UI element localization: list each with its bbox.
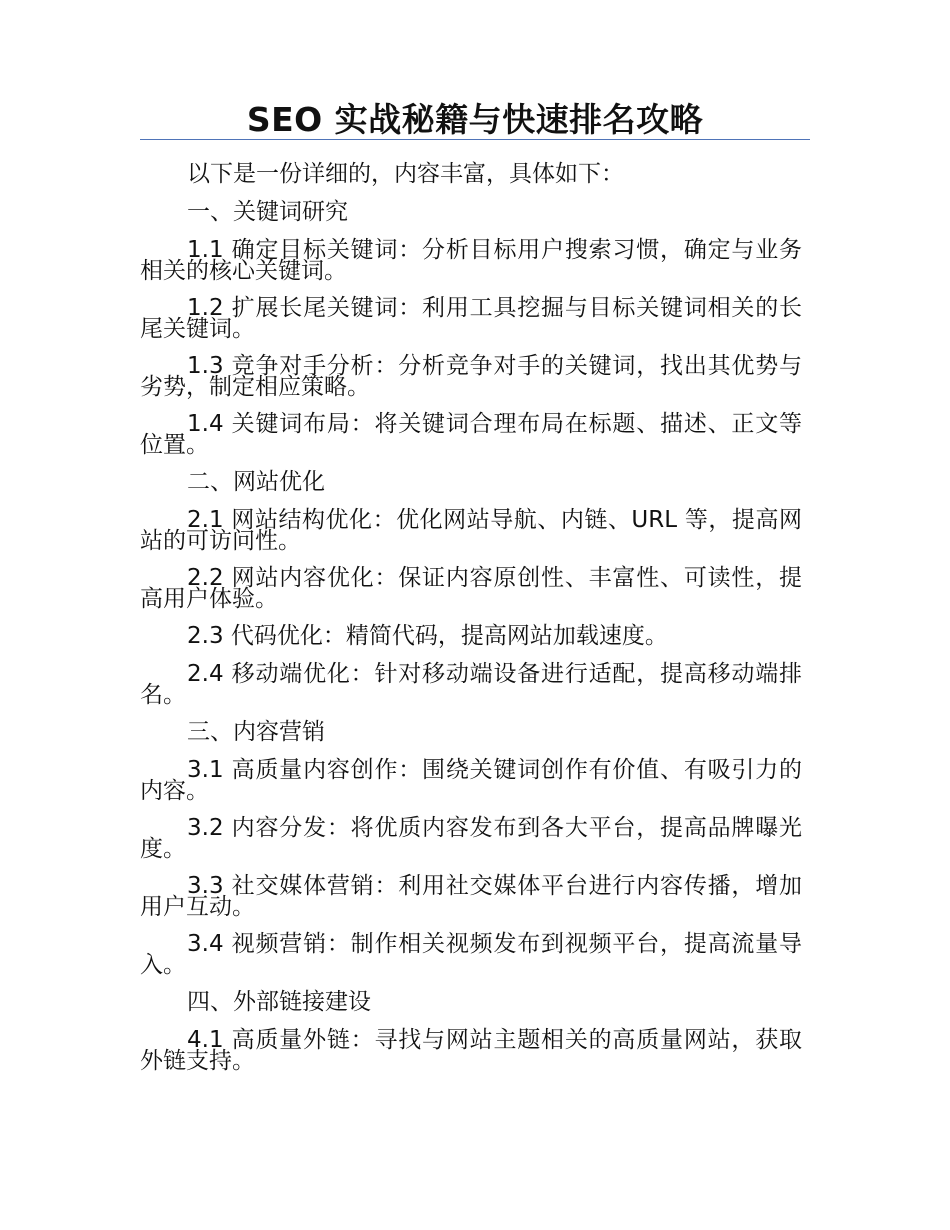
paragraph: 1.3 竞争对手分析：分析竞争对手的关键词，找出其优势与劣势，制定相应策略。: [140, 353, 802, 400]
paragraph: 4.1 高质量外链：寻找与网站主题相关的高质量网站，获取外链支持。: [140, 1027, 802, 1074]
section-heading: 四、外部链接建设: [187, 989, 371, 1015]
paragraph: 2.2 网站内容优化：保证内容原创性、丰富性、可读性，提高用户体验。: [140, 565, 802, 612]
paragraph: 1.2 扩展长尾关键词：利用工具挖掘与目标关键词相关的长尾关键词。: [140, 295, 802, 342]
paragraph: 2.4 移动端优化：针对移动端设备进行适配，提高移动端排名。: [140, 661, 802, 708]
title-underline: [140, 139, 810, 140]
section-heading: 一、关键词研究: [187, 199, 348, 225]
paragraph: 3.2 内容分发：将优质内容发布到各大平台，提高品牌曝光度。: [140, 815, 802, 862]
section-heading: 二、网站优化: [187, 469, 325, 495]
paragraph: 3.3 社交媒体营销：利用社交媒体平台进行内容传播，增加用户互动。: [140, 873, 802, 920]
paragraph: 1.4 关键词布局：将关键词合理布局在标题、描述、正文等位置。: [140, 411, 802, 458]
paragraph: 3.1 高质量内容创作：围绕关键词创作有价值、有吸引力的内容。: [140, 757, 802, 804]
paragraph: 3.4 视频营销：制作相关视频发布到视频平台，提高流量导入。: [140, 931, 802, 978]
section-heading: 三、内容营销: [187, 719, 325, 745]
document-title: SEO 实战秘籍与快速排名攻略: [246, 100, 704, 139]
paragraph: 以下是一份详细的，内容丰富，具体如下：: [187, 161, 624, 187]
paragraph: 1.1 确定目标关键词：分析目标用户搜索习惯，确定与业务相关的核心关键词。: [140, 237, 802, 284]
paragraph: 2.1 网站结构优化：优化网站导航、内链、URL 等，提高网站的可访问性。: [140, 507, 802, 554]
paragraph: 2.3 代码优化：精简代码，提高网站加载速度。: [187, 623, 668, 649]
document-body: [140, 158, 802, 1082]
